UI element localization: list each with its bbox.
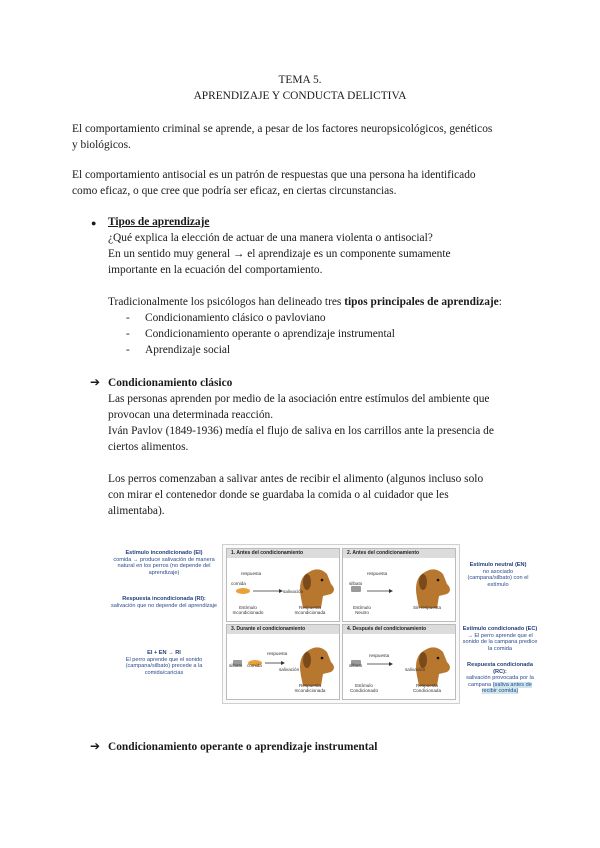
list-dash: - bbox=[126, 312, 130, 324]
panel-4 bbox=[342, 624, 456, 700]
panel-caption: Estímulo Neutro bbox=[353, 605, 371, 616]
panel-1 bbox=[226, 548, 340, 622]
list-item: Condicionamiento operante o aprendizaje instrumental bbox=[145, 328, 395, 340]
panel-title: 2. Antes del condicionamiento bbox=[343, 549, 455, 558]
panel-3 bbox=[226, 624, 340, 700]
doc-subtitle: APRENDIZAJE Y CONDUCTA DELICTIVA bbox=[193, 90, 407, 102]
tipos-general-2: importante en la ecuación del comportamiento. bbox=[108, 264, 323, 276]
panel-label: salivación bbox=[283, 589, 304, 594]
clasico-line1: Las personas aprenden por medio de la asociación entre estímulos del ambiente que bbox=[108, 393, 490, 405]
panel-label: silbato bbox=[349, 663, 363, 668]
clasico-heading: Condicionamiento clásico bbox=[108, 377, 233, 389]
ei-annotation: Estímulo incondicionado (EI) comida → produce salivación de manera natural en los perros (no depende del aprendizaje) bbox=[113, 550, 215, 576]
pavlov-figure bbox=[110, 540, 538, 710]
panel-caption: Respuesta Condicionada bbox=[412, 683, 442, 694]
panel-label: silbato bbox=[349, 581, 363, 586]
tipos-traditional: Tradicionalmente los psicólogos han delineado tres tipos principales de aprendizaje: bbox=[108, 296, 502, 308]
clasico-line4: ciertos alimentos. bbox=[108, 441, 189, 453]
panel-label: comida bbox=[247, 663, 262, 668]
panel-2 bbox=[342, 548, 456, 622]
rc-annotation: Respuesta condicionada (RC): salivación provocada por la campana (saliva antes de recibir comida) bbox=[466, 662, 534, 695]
list-item: Aprendizaje social bbox=[145, 344, 231, 356]
panel-label: respuesta bbox=[367, 571, 388, 576]
ri-annotation: Respuesta incondicionada (RI): salivación que no depende del aprendizaje bbox=[110, 596, 218, 609]
clasico-line7: alimentaba). bbox=[108, 505, 165, 517]
panel-caption: Estímulo Incondicionado bbox=[232, 605, 264, 616]
operante-heading: Condicionamiento operante o aprendizaje instrumental bbox=[108, 741, 378, 753]
panel-title: 4. Después del condicionamiento bbox=[343, 625, 455, 634]
clasico-line2: provocan una determinada reacción. bbox=[108, 409, 274, 421]
tipos-question: ¿Qué explica la elección de actuar de una manera violenta o antisocial? bbox=[108, 232, 433, 244]
tipos-heading: Tipos de aprendizaje bbox=[108, 216, 210, 228]
panel-caption: Respuesta Incondicionada bbox=[294, 683, 326, 694]
panel-caption: Estímulo Condicionado bbox=[349, 683, 379, 694]
panel-label: respuesta bbox=[369, 653, 390, 658]
tipos-general-1: En un sentido muy general → el aprendizaje es un componente sumamente bbox=[108, 248, 451, 260]
clasico-line6: con mirar el contenedor donde se guardaba la comida o al cuidador que les bbox=[108, 489, 449, 501]
intro-p1-line1: El comportamiento criminal se aprende, a pesar de los factores neuropsicológicos, genéticos bbox=[72, 123, 493, 135]
panel-label: comida bbox=[231, 581, 246, 586]
bullet-dot: ● bbox=[91, 218, 97, 228]
list-dash: - bbox=[126, 344, 130, 356]
panel-label: respuesta bbox=[241, 571, 262, 576]
arrow-icon: ➔ bbox=[90, 739, 101, 753]
intro-p1-line2: y biológicos. bbox=[72, 139, 131, 151]
panel-label: respuesta bbox=[267, 651, 288, 656]
list-dash: - bbox=[126, 328, 130, 340]
panel-title: 1. Antes del condicionamiento bbox=[227, 549, 339, 558]
panel-caption: Respuesta Incondicionada bbox=[294, 605, 326, 616]
ec-annotation: Estímulo condicionado (EC) → El perro aprende que el sonido de la campana predice la comida bbox=[462, 626, 538, 652]
en-annotation: Estímulo neutral (EN) no asociado (campana/silbato) con el estímulo bbox=[467, 562, 529, 588]
list-item: Condicionamiento clásico o pavloviano bbox=[145, 312, 326, 324]
panel-label: silbato bbox=[229, 663, 243, 668]
panel-caption: Sin respuesta bbox=[412, 605, 442, 610]
panel-label: salivación bbox=[279, 667, 300, 672]
clasico-line5: Los perros comenzaban a salivar antes de recibir el alimento (algunos incluso solo bbox=[108, 473, 484, 485]
panel-title: 3. Durante el condicionamiento bbox=[227, 625, 339, 634]
arrow-icon: ➔ bbox=[90, 375, 101, 389]
formula-annotation: EI + EN → RI El perro aprende que el sonido (campana/silbato) precede a la comida/caricias bbox=[125, 650, 203, 676]
clasico-line3: Iván Pavlov (1849-1936) medía el flujo de saliva en los carrillos ante la presencia de bbox=[108, 425, 494, 437]
intro-p2-line1: El comportamiento antisocial es un patrón de respuestas que una persona ha identificado bbox=[72, 169, 476, 181]
intro-p2-line2: como eficaz, o que cree que podría ser eficaz, en ciertas circunstancias. bbox=[72, 185, 397, 197]
panel-label: salivación bbox=[405, 667, 426, 672]
doc-title: TEMA 5. bbox=[278, 74, 322, 86]
